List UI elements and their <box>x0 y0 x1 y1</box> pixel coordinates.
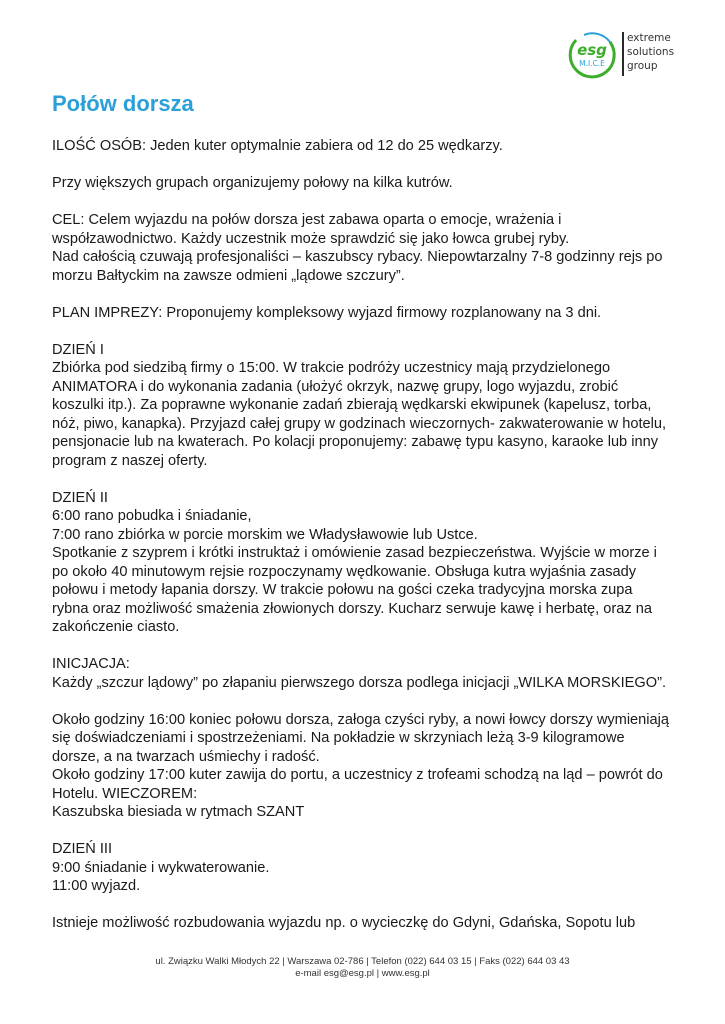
text-line: DZIEŃ I <box>52 341 104 358</box>
paragraph <box>52 174 677 193</box>
text-line: dorsze, a na twarzach uśmiechy i radość. <box>52 748 320 765</box>
esg-logo <box>566 28 686 80</box>
paragraph <box>52 711 677 822</box>
paragraph <box>52 840 677 896</box>
paragraph <box>52 211 677 285</box>
text-line: Około godziny 16:00 koniec połowu dorsza, załoga czyści ryby, a nowi łowcy dorszy wymieniają <box>52 711 670 728</box>
text-line: połowu i metody łapania dorszy. W trakcie połowu na gości czeka tradycyjna morska zupa <box>52 582 633 598</box>
text-line: Zbiórka pod siedzibą firmy o 15:00. W trakcie podróży uczestnicy mają przydzielonego <box>52 360 611 376</box>
text-line: DZIEŃ III <box>52 841 112 857</box>
text-line: program z naszej oferty. <box>52 452 208 469</box>
text-line: 9:00 śniadanie i wykwaterowanie. <box>52 859 270 876</box>
text-line: CEL: Celem wyjazdu na połów dorsza jest zabawa oparta o emocje, wrażenia i <box>52 212 562 228</box>
text-line: zakończenie ciasto. <box>52 619 180 635</box>
paragraph <box>52 914 677 933</box>
text-line: nóż, piwo, kanapka). Przyjazd całej grupy w godzinach wieczornych- zakwaterowanie w hotelu, <box>52 415 667 432</box>
paragraph <box>52 489 677 637</box>
text-line: Nad całością czuwają profesjonaliści – kaszubscy rybacy. Niepowtarzalny 7-8 godzinny rejs po <box>52 249 663 265</box>
text-line: koszulki itp.). Za poprawne wykonanie zadań zbierają wędkarski ekwipunek (kapelusz, torba, <box>52 397 652 413</box>
text-line: się doświadczeniami i spostrzeżeniami. Na pokładzie w skrzyniach leżą 3-9 kilogramowe <box>52 730 625 746</box>
page-title: Połów dorsza <box>52 91 194 116</box>
text-line: Istnieje możliwość rozbudowania wyjazdu np. o wycieczkę do Gdyni, Gdańska, Sopotu lub <box>52 915 636 931</box>
svg-text:M.I.C.E: M.I.C.E <box>579 59 605 68</box>
text-line: 11:00 wyjazd. <box>52 878 141 894</box>
text-line: Każdy „szczur lądowy” po złapaniu pierwszego dorsza podlega inicjacji „WILKA MORSKIEGO”. <box>52 674 666 691</box>
text-line: ANIMATORA i do wykonania zadania (ułożyć okrzyk, nazwę grupy, logo wyjazdu, zrobić <box>52 378 619 395</box>
text-line: INICJACJA: <box>52 656 130 672</box>
text-line: morzu Bałtyckim na zawsze odmieni „lądowe szczury”. <box>52 267 405 284</box>
logo-divider <box>622 32 624 76</box>
text-line: pensjonacie lub na kwaterach. Po kolacji proponujemy: zabawę typu kasyno, karaoke lub inny <box>52 434 658 450</box>
text-line: po około 40 minutowym rejsie rozpoczynamy wędkowanie. Obsługa kutra wyjaśnia zasady <box>52 563 637 580</box>
text-line: DZIEŃ II <box>52 489 108 506</box>
paragraph <box>52 341 677 471</box>
document-body <box>52 137 677 951</box>
text-line: Spotkanie z szyprem i krótki instruktaż i omówienie zasad bezpieczeństwa. Wyjście w morze i <box>52 545 657 561</box>
text-line: Około godziny 17:00 kuter zawija do portu, a uczestnicy z trofeami schodzą na ląd – powrót do <box>52 767 663 783</box>
logo-text-line: solutions <box>627 46 675 58</box>
text-line: Kaszubska biesiada w rytmach SZANT <box>52 804 305 820</box>
paragraph <box>52 655 677 692</box>
text-line: 7:00 rano zbiórka w porcie morskim we Władysławowie lub Ustce. <box>52 526 478 543</box>
text-line: rybna oraz możliwość smażenia złowionych dorszy. Kucharz serwuje kawę i herbatę, oraz na <box>52 600 652 617</box>
logo-company-name <box>627 31 697 73</box>
page-footer <box>0 956 725 980</box>
paragraph <box>52 137 677 156</box>
text-line: współzawodnictwo. Każdy uczestnik może sprawdzić się jako łowca grubej ryby. <box>52 230 570 247</box>
text-line: ILOŚĆ OSÓB: Jeden kuter optymalnie zabiera od 12 do 25 wędkarzy. <box>52 138 503 154</box>
text-line: Hotelu. WIECZOREM: <box>52 785 198 802</box>
text-line: 6:00 rano pobudka i śniadanie, <box>52 508 252 524</box>
text-line: Przy większych grupach organizujemy połowy na kilka kutrów. <box>52 175 453 191</box>
logo-text-line: group <box>627 60 658 72</box>
esg-mice-logo-mark <box>566 28 618 80</box>
logo-text-line: extreme <box>627 32 671 44</box>
svg-text:esg: esg <box>577 41 607 59</box>
text-line: PLAN IMPREZY: Proponujemy kompleksowy wyjazd firmowy rozplanowany na 3 dni. <box>52 304 602 321</box>
footer-address: ul. Związku Walki Młodych 22 | Warszawa 02-786 | Telefon (022) 644 03 15 | Faks (022) 644 03 43 <box>155 956 570 967</box>
footer-contact: e-mail esg@esg.pl | www.esg.pl <box>295 968 430 979</box>
paragraph <box>52 304 677 323</box>
